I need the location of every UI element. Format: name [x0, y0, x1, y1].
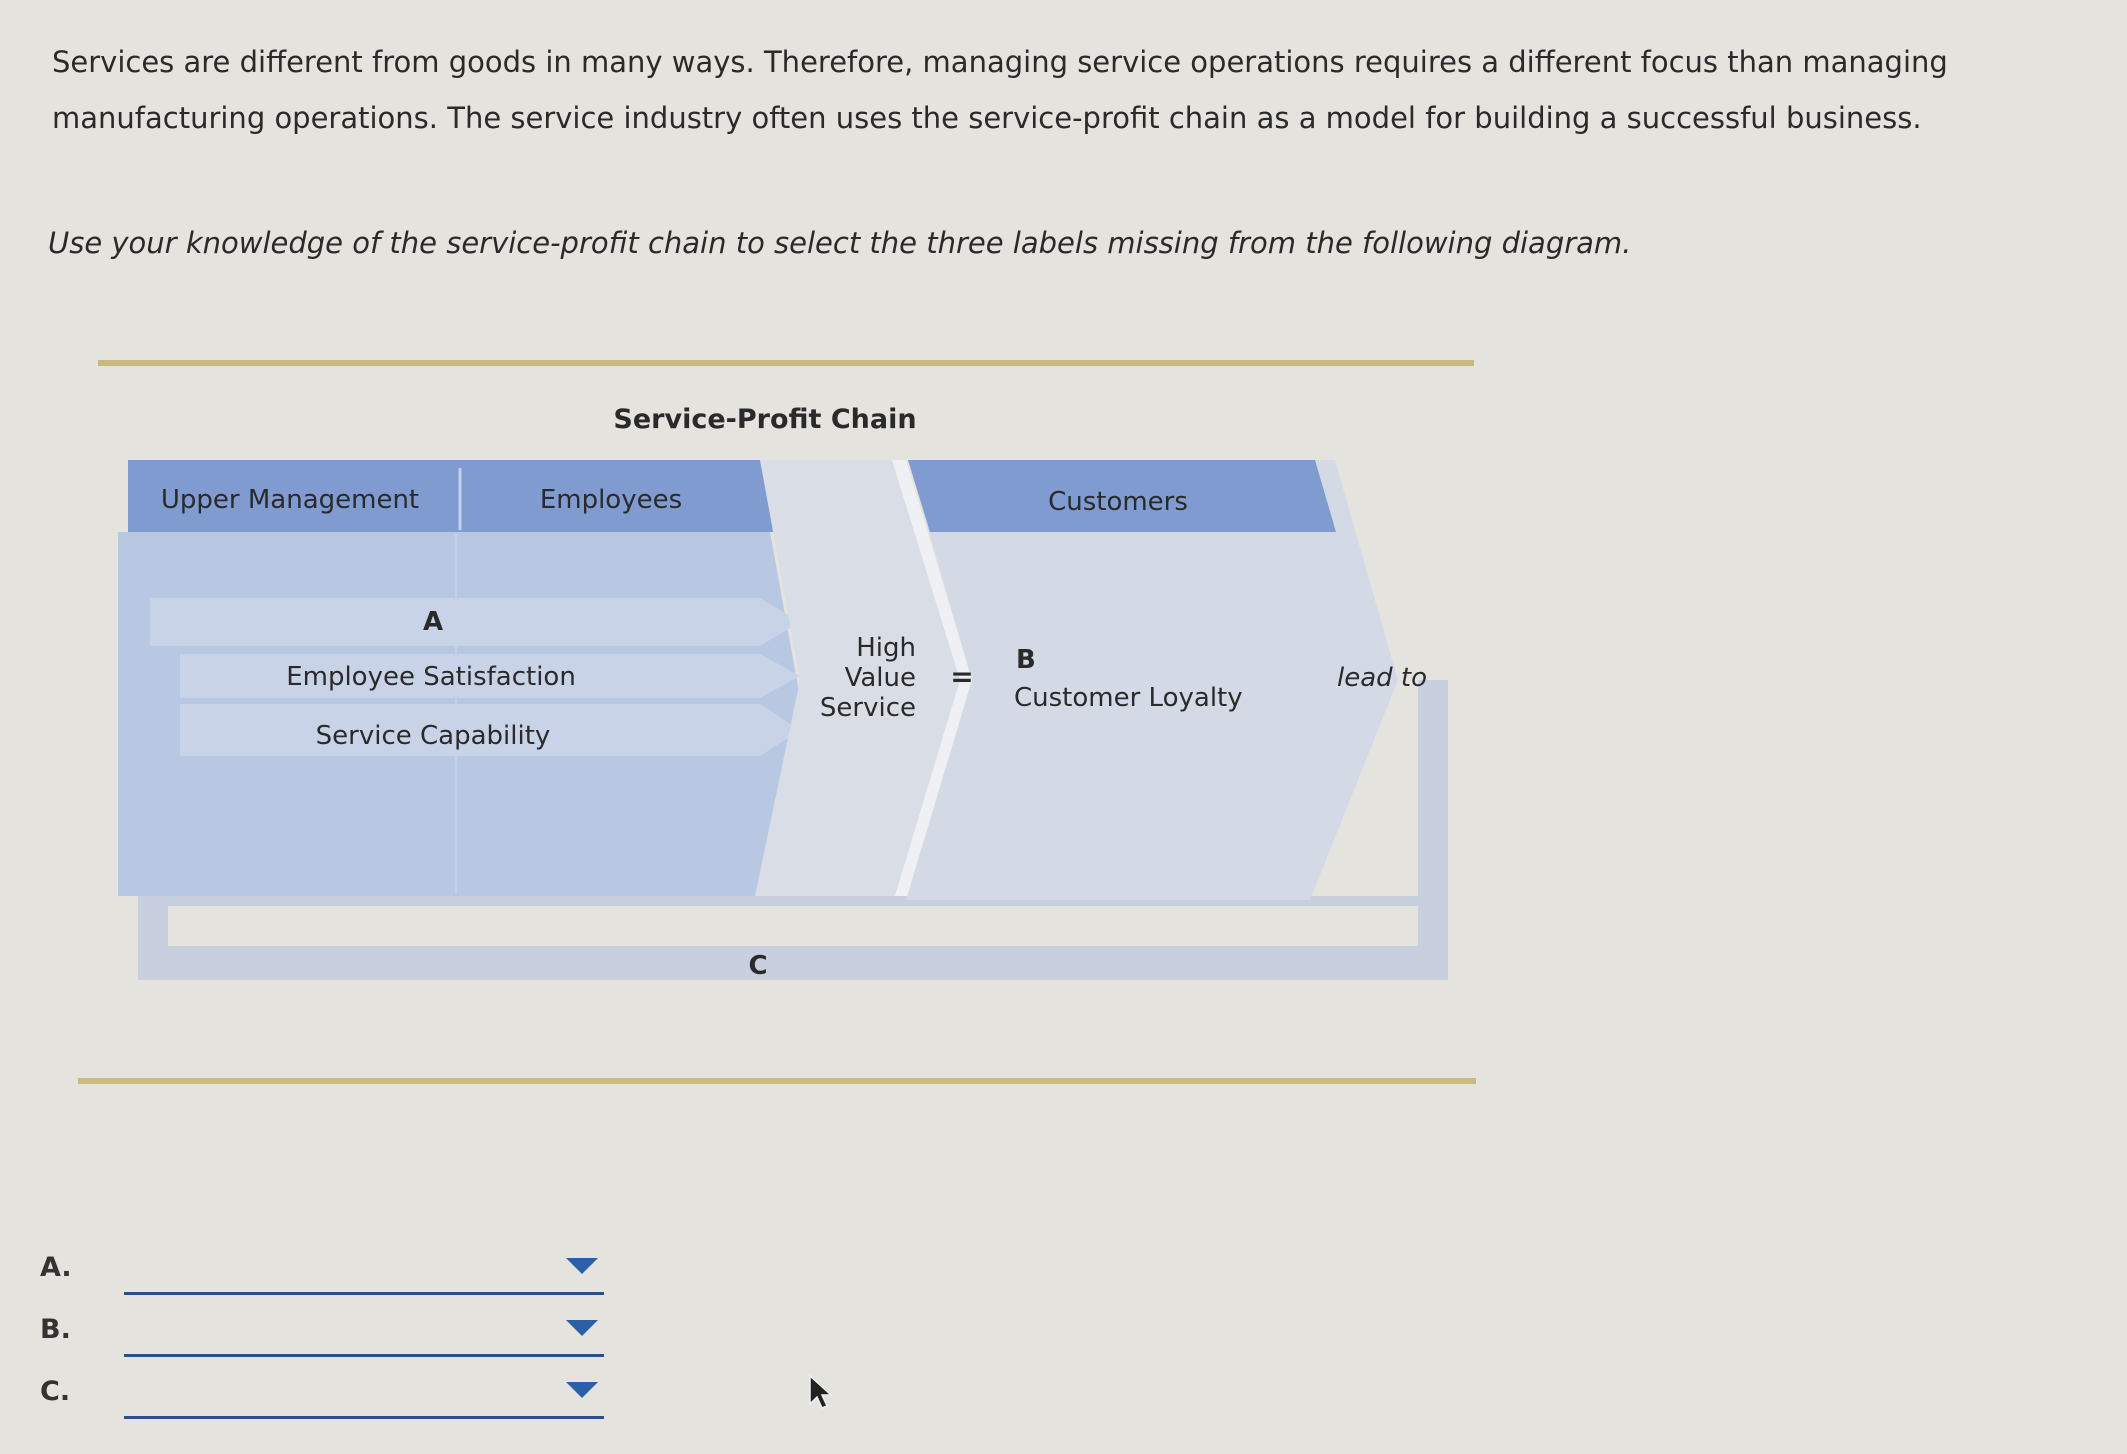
answer-row-a — [38, 1248, 598, 1298]
mouse-pointer-icon — [808, 1374, 834, 1410]
label-a: A — [422, 607, 444, 637]
high-value-service-line-2: Value — [844, 663, 916, 693]
answer-letter-b: B. — [40, 1314, 71, 1345]
instruction-text: Use your knowledge of the service-profit chain to select the three labels missing from the following diagram. — [48, 226, 1632, 260]
chevron-down-icon — [566, 1382, 598, 1398]
equals-sign: = — [950, 660, 974, 693]
chevron-down-icon — [566, 1320, 598, 1336]
answer-dropdown-c[interactable] — [124, 1372, 604, 1419]
service-capability-label: Service Capability — [315, 721, 551, 751]
answer-letter-a: A. — [40, 1252, 72, 1283]
answer-dropdown-b[interactable] — [124, 1310, 604, 1357]
customers-header: Customers — [1048, 487, 1188, 517]
label-b: B — [1016, 645, 1036, 675]
answer-row-c — [38, 1372, 598, 1422]
high-value-service-line-3: Service — [819, 693, 916, 723]
intro-text: Services are different from goods in many ways. Therefore, managing service operations requires a different focus than managing manufacturing operations. The service industry often uses the service-profit chain as a model for building a successful business. — [52, 45, 1948, 135]
high-value-service-line-1: High — [856, 633, 916, 663]
input-arrow-1 — [150, 598, 800, 646]
customer-loyalty-label: Customer Loyalty — [1014, 683, 1243, 713]
answer-row-b — [38, 1310, 598, 1360]
feedback-loop-right-bar — [1418, 680, 1448, 906]
employee-satisfaction-label: Employee Satisfaction — [286, 662, 576, 692]
upper-management-header: Upper Management — [160, 485, 420, 515]
label-c: C — [748, 951, 768, 981]
employees-header: Employees — [539, 485, 683, 515]
feedback-loop-frame — [138, 896, 1448, 980]
diagram-title: Service-Profit Chain — [613, 404, 917, 435]
answer-dropdown-a[interactable] — [124, 1248, 604, 1295]
lead-to-label: lead to — [1336, 663, 1428, 693]
chevron-down-icon — [566, 1258, 598, 1274]
answer-letter-c: C. — [40, 1376, 71, 1407]
